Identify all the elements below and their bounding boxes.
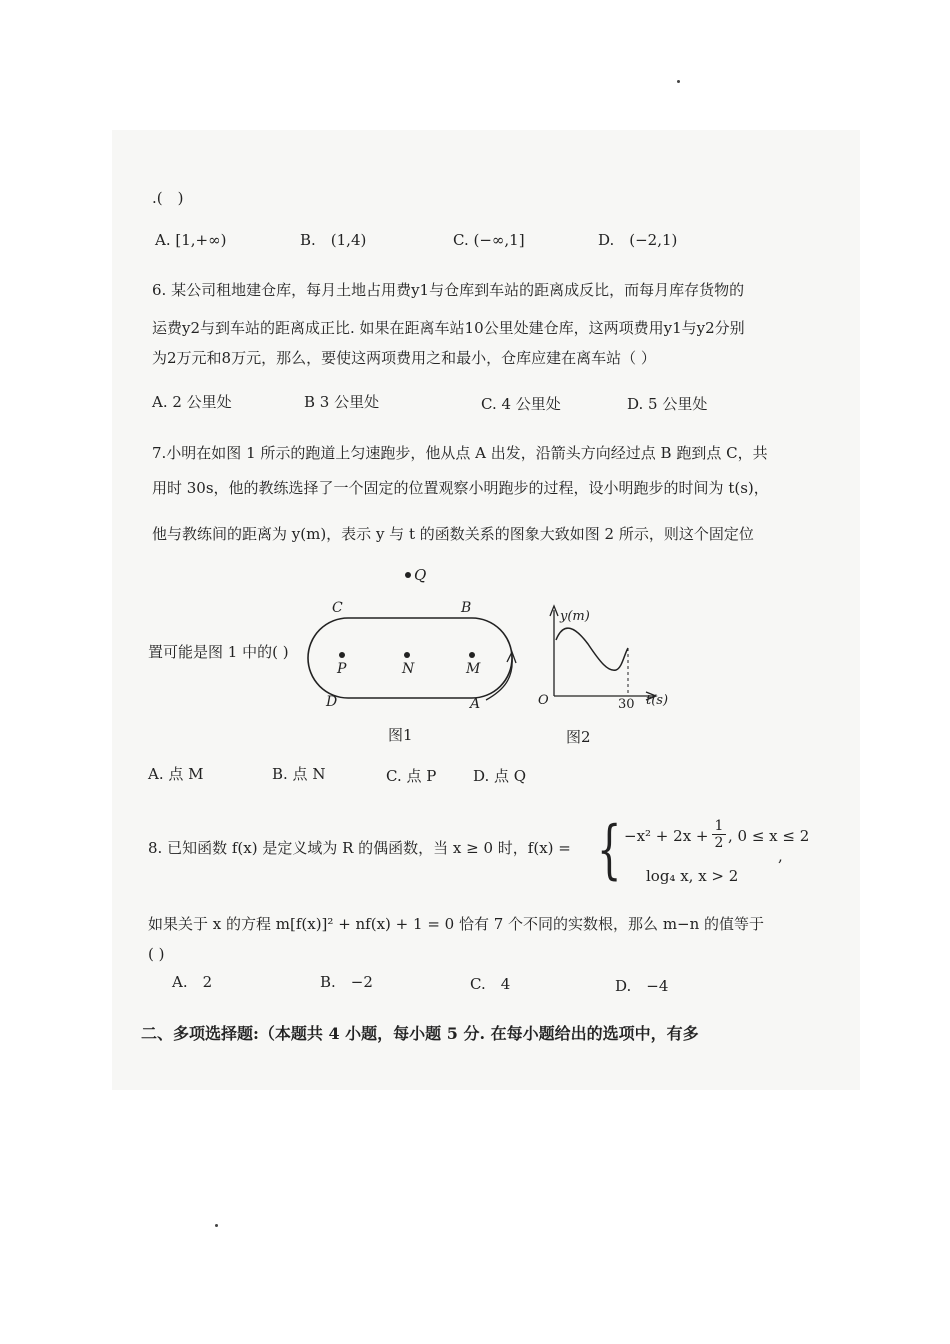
q8-fraction xyxy=(712,818,726,851)
label-m: M xyxy=(466,661,481,677)
label-p: P xyxy=(337,661,347,677)
q5-paren: .( ) xyxy=(152,189,184,207)
q8-case1-domain: , 0 ≤ x ≤ 2 xyxy=(728,827,810,845)
figure2-graph xyxy=(530,600,680,750)
q8-option-b: B. −2 xyxy=(320,973,373,991)
q8-case1-expression: −x² + 2x + xyxy=(624,827,709,845)
y-axis-label: y(m) xyxy=(560,609,590,624)
fraction-denominator: 2 xyxy=(712,834,726,851)
q7-line3: 他与教练间的距离为 y(m)，表示 y 与 t 的函数关系的图象大致如图 2 所示，则这个固定位 xyxy=(152,525,754,543)
q5-option-d: D. (−2,1) xyxy=(598,231,678,249)
fraction-numerator: 1 xyxy=(714,818,724,834)
label-b: B xyxy=(461,600,472,616)
q6-option-d: D. 5 公里处 xyxy=(627,395,708,413)
figure1-caption: 图1 xyxy=(388,726,413,744)
q6-line3: 为2万元和8万元，那么，要使这两项费用之和最小，仓库应建在离车站（ ） xyxy=(152,349,656,367)
label-d: D xyxy=(326,694,338,710)
label-n: N xyxy=(402,661,415,677)
q6-option-c: C. 4 公里处 xyxy=(481,395,561,413)
q8-option-d: D. −4 xyxy=(615,977,669,995)
q8-paren: ( ) xyxy=(148,945,165,963)
q8-intro: 8. 已知函数 f(x) 是定义域为 R 的偶函数，当 x ≥ 0 时，f(x) = xyxy=(148,839,571,857)
scan-speck xyxy=(677,80,680,83)
point-m-dot xyxy=(469,652,475,658)
track-outline xyxy=(308,618,512,698)
q5-option-c: C. (−∞,1] xyxy=(453,231,525,249)
q7-option-c: C. 点 P xyxy=(386,767,437,785)
x-axis-label: t(s) xyxy=(646,693,669,708)
q5-option-a: A. [1,+∞) xyxy=(155,231,227,249)
q7-option-a: A. 点 M xyxy=(148,765,204,783)
q6-line1: 6. 某公司租地建仓库，每月土地占用费y1与仓库到车站的距离成反比，而每月库存货物的 xyxy=(152,281,745,299)
figure1-track-diagram xyxy=(290,560,530,750)
q7-line4: 置可能是图 1 中的( ) xyxy=(148,643,289,661)
q8-option-c: C. 4 xyxy=(470,975,511,993)
q6-option-b: B 3 公里处 xyxy=(304,393,380,411)
q8-option-a: A. 2 xyxy=(172,973,213,991)
x-tick-30: 30 xyxy=(618,697,635,712)
graph-curve xyxy=(556,628,628,670)
origin-label: O xyxy=(538,693,549,708)
label-c: C xyxy=(332,600,343,616)
q7-option-d: D. 点 Q xyxy=(473,767,527,785)
q5-option-b: B. (1,4) xyxy=(300,231,367,249)
q8-case2: log₄ x, x > 2 xyxy=(646,867,739,885)
point-n-dot xyxy=(404,652,410,658)
q8-line2: 如果关于 x 的方程 m[f(x)]² + nf(x) + 1 = 0 恰有 7 个不同的实数根，那么 m−n 的值等于 xyxy=(148,915,765,933)
q7-line1: 7.小明在如图 1 所示的跑道上匀速跑步，他从点 A 出发，沿箭头方向经过点 B 跑到点 C，共 xyxy=(152,444,768,462)
piecewise-brace: { xyxy=(597,813,622,887)
point-p-dot xyxy=(339,652,345,658)
figure2-caption: 图2 xyxy=(566,728,591,746)
section2-title: 二、多项选择题:（本题共 4 小题，每小题 5 分. 在每小题给出的选项中，有多 xyxy=(141,1024,699,1043)
label-a: A xyxy=(470,696,481,712)
label-q: Q xyxy=(414,566,427,584)
q7-option-b: B. 点 N xyxy=(272,765,326,783)
q8-case1-comma: , xyxy=(778,847,783,865)
q7-line2: 用时 30s，他的教练选择了一个固定的位置观察小明跑步的过程，设小明跑步的时间为 t(s)， xyxy=(152,479,769,497)
q6-option-a: A. 2 公里处 xyxy=(152,393,232,411)
q6-line2: 运费y2与到车站的距离成正比. 如果在距离车站10公里处建仓库，这两项费用y1与y2分别 xyxy=(152,319,745,337)
scan-speck xyxy=(215,1224,218,1227)
point-q-dot xyxy=(405,572,411,578)
